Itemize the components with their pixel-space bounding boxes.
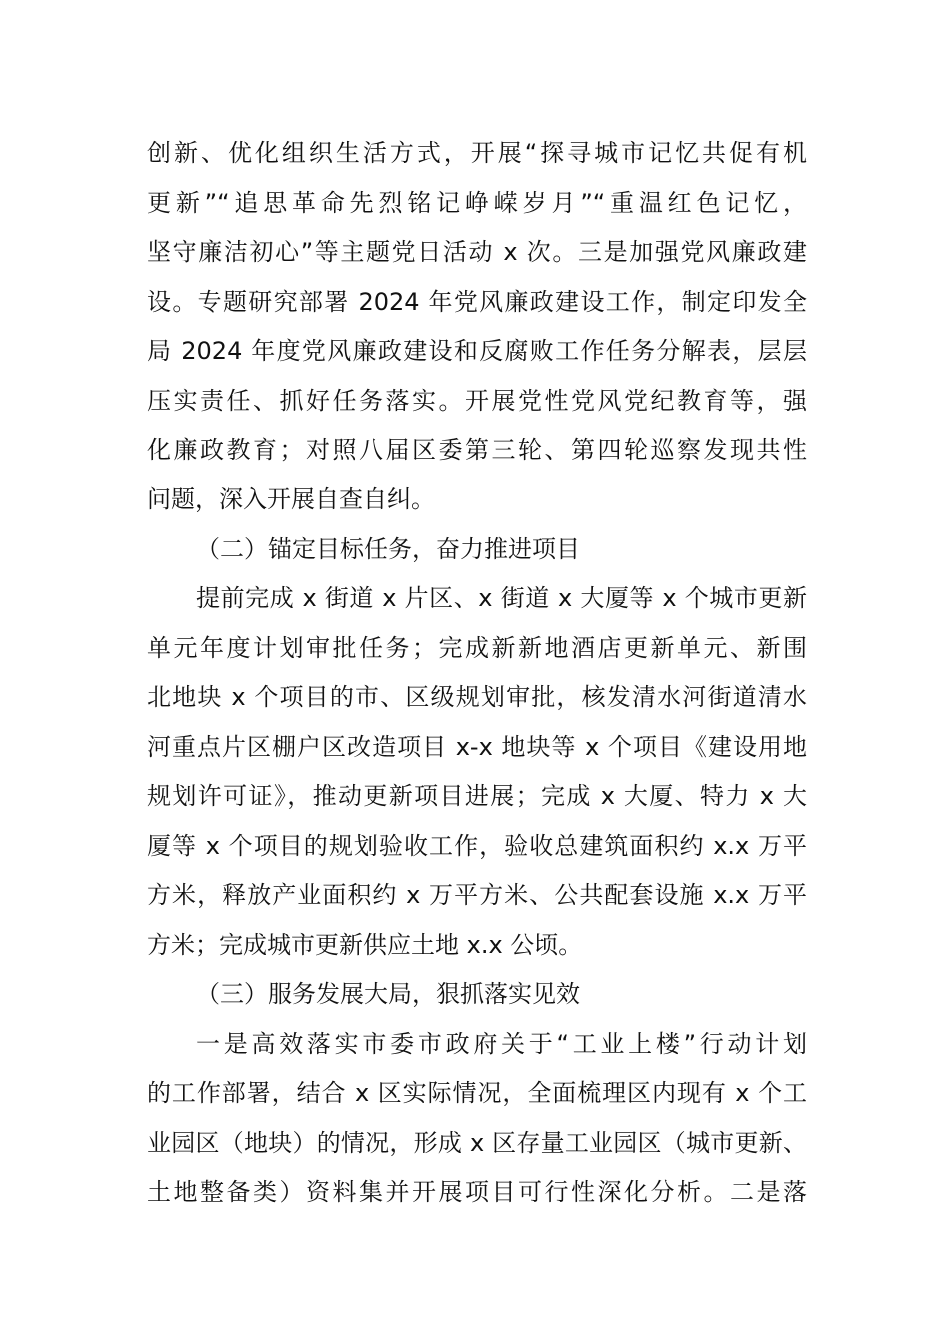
text-line: 单元年度计划审批任务；完成新新地酒店更新单元、新围 bbox=[147, 634, 807, 662]
text-line: 压实责任、抓好任务落实。开展党性党风党纪教育等，强 bbox=[147, 387, 807, 415]
section-heading: （三）服务发展大局，狠抓落实见效 bbox=[196, 980, 580, 1008]
text-line: 河重点片区棚户区改造项目 x-x 地块等 x 个项目《建设用地 bbox=[147, 733, 807, 761]
text-line: 方米，释放产业面积约 x 万平方米、公共配套设施 x.x 万平 bbox=[147, 881, 807, 909]
text-line: 规划许可证》，推动更新项目进展；完成 x 大厦、特力 x 大 bbox=[147, 782, 807, 810]
paragraph-first-line: 一是高效落实市委市政府关于“工业上楼”行动计划 bbox=[196, 1030, 807, 1058]
text-line: 局 2024 年度党风廉政建设和反腐败工作任务分解表，层层 bbox=[147, 337, 807, 365]
text-line: 业园区（地块）的情况，形成 x 区存量工业园区（城市更新、 bbox=[147, 1129, 807, 1157]
text-line: 北地块 x 个项目的市、区级规划审批，核发清水河街道清水 bbox=[147, 683, 807, 711]
text-line: 土地整备类）资料集并开展项目可行性深化分析。二是落 bbox=[147, 1178, 807, 1206]
text-line: 问题，深入开展自查自纠。 bbox=[147, 485, 435, 513]
text-line: 的工作部署，结合 x 区实际情况，全面梳理区内现有 x 个工 bbox=[147, 1079, 807, 1107]
paragraph-first-line: 提前完成 x 街道 x 片区、x 街道 x 大厦等 x 个城市更新 bbox=[196, 584, 807, 612]
text-line: 方米；完成城市更新供应土地 x.x 公顷。 bbox=[147, 931, 583, 959]
text-line: 厦等 x 个项目的规划验收工作，验收总建筑面积约 x.x 万平 bbox=[147, 832, 807, 860]
section-heading: （二）锚定目标任务，奋力推进项目 bbox=[196, 535, 580, 563]
text-line: 化廉政教育；对照八届区委第三轮、第四轮巡察发现共性 bbox=[147, 436, 807, 464]
text-line: 更新”“追思革命先烈铭记峥嵘岁月”“重温红色记忆， bbox=[147, 189, 807, 217]
text-line: 坚守廉洁初心”等主题党日活动 x 次。三是加强党风廉政建 bbox=[147, 238, 807, 266]
text-line: 设。专题研究部署 2024 年党风廉政建设工作，制定印发全 bbox=[147, 288, 807, 316]
text-line: 创新、优化组织生活方式，开展“探寻城市记忆共促有机 bbox=[147, 139, 807, 167]
